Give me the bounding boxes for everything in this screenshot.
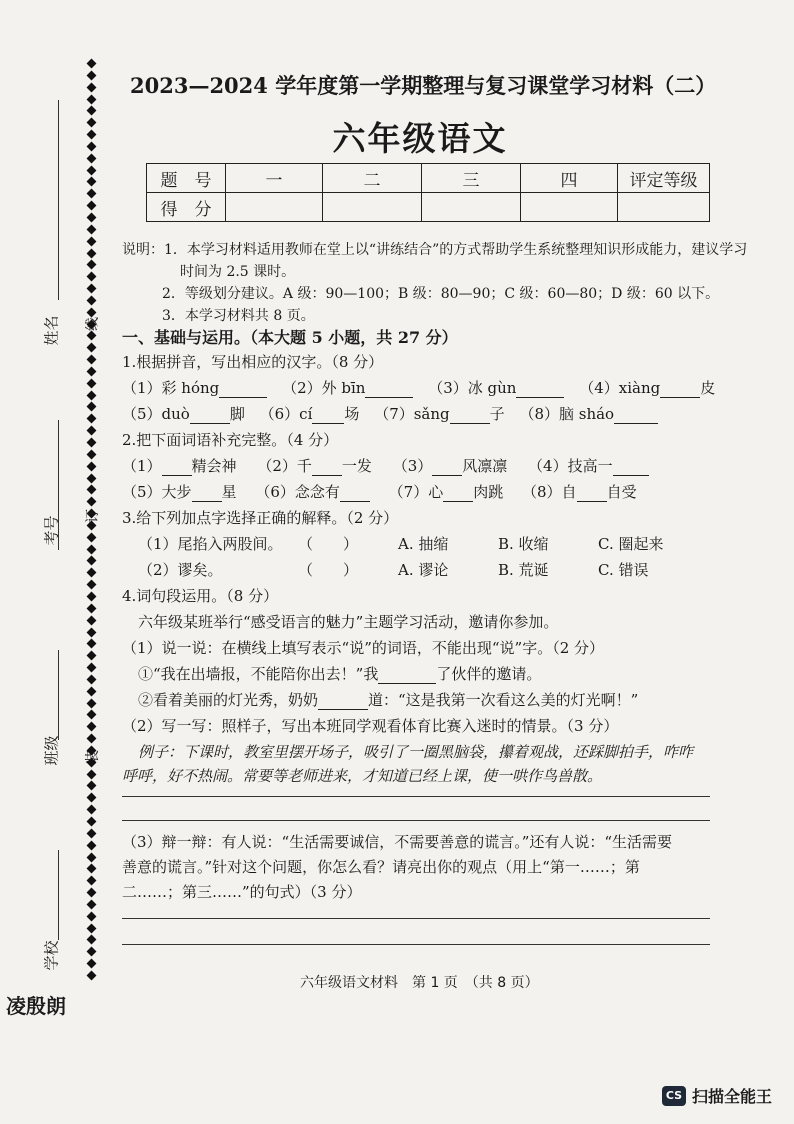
answer-blank[interactable] [365, 381, 413, 398]
instruction-line-2: 时间为 2.5 课时。 [180, 264, 296, 280]
q1-item-2: （2）外 bīn [282, 379, 366, 397]
q4-intro: 六年级某班举行“感受语言的魅力”主题学习活动，邀请你参加。 [138, 613, 559, 631]
score-header-cell: 二 [323, 164, 422, 193]
q2-item-3-suffix: 风凛凛 [462, 457, 508, 475]
answer-blank[interactable] [219, 381, 267, 398]
class-fill-line[interactable] [58, 650, 59, 740]
q4-part-1a-text: ①“我在出墙报，不能陪你出去！”我 [138, 665, 379, 683]
q3-option-b: B. 收缩 [498, 535, 549, 553]
q2-item-1-suffix: 精会神 [191, 457, 237, 475]
score-table-header-row [147, 164, 710, 193]
answer-line[interactable] [122, 918, 710, 919]
answer-blank[interactable] [432, 459, 462, 476]
q1-item-1: （1）彩 hóng [122, 379, 220, 397]
answer-line[interactable] [122, 944, 710, 945]
q3-answer-bracket[interactable]: （ ） [298, 561, 359, 579]
score-header-cell: 三 [422, 164, 521, 193]
answer-blank[interactable] [340, 485, 370, 502]
q3-option-b: B. 荒诞 [498, 561, 549, 579]
answer-line[interactable] [122, 796, 710, 797]
page-title: 2023—2024 学年度第一学期整理与复习课堂学习材料（二） [130, 73, 717, 98]
q2-item-5-suffix: 星 [221, 483, 237, 501]
q1-item-6: （6）cí [259, 405, 313, 423]
q2-item-6: （6）念念有 [255, 483, 340, 501]
margin-exam-no-label: 考号 [42, 515, 61, 546]
q1-item-5: （5）duò [122, 405, 190, 423]
score-row-label: 得 分 [147, 193, 226, 222]
score-cell[interactable] [226, 193, 323, 222]
score-cell[interactable] [618, 193, 710, 222]
answer-blank[interactable] [162, 459, 192, 476]
q2-item-5: （5）大步 [122, 483, 192, 501]
q2-item-7: （7）心 [388, 483, 444, 501]
q1-row-1 [122, 378, 715, 398]
score-cell[interactable] [323, 193, 422, 222]
q3-row-2 [138, 560, 648, 580]
q4-part-3-line-1: （3）辩一辩：有人说：“生活需要诚信，不需要善意的谎言。”还有人说：“生活需要 [122, 833, 673, 851]
q3-item-1: （1）尾掐入两股间。 [138, 535, 283, 553]
answer-blank[interactable] [378, 667, 436, 684]
q4-example-line-1: 例子：下课时，教室里摆开场子，吸引了一圈黑脑袋，攥着观战，还踩脚拍手，咋咋 [138, 743, 694, 761]
answer-blank[interactable] [312, 407, 344, 424]
q2-title: 2.把下面词语补充完整。（4 分） [122, 431, 339, 449]
answer-blank[interactable] [312, 459, 342, 476]
q4-part-1b [138, 690, 638, 710]
q4-part-1a-end: 了伙伴的邀请。 [436, 665, 542, 683]
answer-blank[interactable] [443, 485, 473, 502]
page-subtitle: 六年级语文 [332, 119, 508, 158]
answer-blank[interactable] [660, 381, 700, 398]
q1-title: 1.根据拼音，写出相应的汉字。（8 分） [122, 353, 384, 371]
q3-title: 3.给下列加点字选择正确的解释。（2 分） [122, 509, 399, 527]
bind-zhuang-char: 装 [85, 750, 101, 764]
q4-part-1b-end: 道：“这是我第一次看这么美的灯光啊！” [368, 691, 639, 709]
name-fill-line[interactable] [58, 100, 59, 300]
instruction-line-3: 2．等级划分建议。A 级：90—100；B 级：80—90；C 级：60—80；D 级：60 以下。 [162, 286, 720, 302]
q2-row-1 [122, 456, 649, 476]
margin-class-label: 班级 [42, 735, 61, 766]
answer-blank[interactable] [577, 485, 607, 502]
q1-item-7: （7）sǎng [374, 405, 450, 423]
bind-line-char: 线 [85, 317, 101, 331]
score-header-cell: 四 [521, 164, 618, 193]
q1-item-5-suffix: 脚 [229, 405, 245, 423]
q4-part-3-line-2: 善意的谎言。”针对这个问题，你怎么看？请亮出你的观点（用上“第一……；第 [122, 858, 640, 876]
q1-item-8: （8）脑 sháo [519, 405, 615, 423]
instruction-line-4: 3．本学习材料共 8 页。 [162, 308, 315, 324]
answer-blank[interactable] [450, 407, 490, 424]
q1-item-6-suffix: 场 [344, 405, 360, 423]
q3-item-2: （2）谬矣。 [138, 561, 223, 579]
q2-item-1: （1） [122, 457, 162, 475]
q3-option-c: C. 错误 [598, 561, 649, 579]
margin-school-label: 学校 [42, 940, 61, 971]
q3-row-1 [138, 534, 663, 554]
q3-option-c: C. 圈起来 [598, 535, 664, 553]
q4-part-1a [138, 664, 541, 684]
q4-part-1: （1）说一说：在横线上填写表示“说”的词语，不能出现“说”字。（2 分） [122, 639, 605, 657]
q1-item-3: （3）冰 gùn [428, 379, 517, 397]
school-fill-line[interactable] [58, 850, 59, 940]
margin-name-label: 姓名 [42, 315, 61, 346]
q2-item-8: （8）自 [522, 483, 577, 501]
answer-line[interactable] [122, 820, 710, 821]
q2-row-2 [122, 482, 637, 502]
instruction-line-1: 说明：1．本学习材料适用教师在堂上以“讲练结合”的方式帮助学生系统整理知识形成能力，建议学习 [122, 242, 748, 258]
q2-item-4: （4）技高一 [528, 457, 613, 475]
answer-blank[interactable] [190, 407, 230, 424]
q3-option-a: A. 抽缩 [398, 535, 449, 553]
q2-item-8-suffix: 自受 [606, 483, 637, 501]
section-1-heading: 一、基础与运用。（本大题 5 小题，共 27 分） [122, 328, 458, 347]
q3-option-a: A. 谬论 [398, 561, 449, 579]
q2-item-3: （3） [392, 457, 433, 475]
score-header-cell: 题 号 [147, 164, 226, 193]
answer-blank[interactable] [516, 381, 564, 398]
q2-item-7-suffix: 肉跳 [473, 483, 504, 501]
score-header-cell: 一 [226, 164, 323, 193]
score-table-score-row [147, 193, 710, 222]
handwritten-note: 凌殷朗 [6, 994, 66, 1018]
q4-part-1b-text: ②看着美丽的灯光秀，奶奶 [138, 691, 319, 709]
score-cell[interactable] [521, 193, 618, 222]
camscanner-logo-icon: CS [662, 1086, 686, 1106]
q4-part-3-line-3: 二……；第三……”的句式）（3 分） [122, 883, 362, 901]
q1-item-4-suffix: 皮 [700, 379, 716, 397]
q1-item-7-suffix: 子 [489, 405, 505, 423]
answer-blank[interactable] [192, 485, 222, 502]
answer-blank[interactable] [613, 459, 649, 476]
watermark-text: 扫描全能王 [691, 1087, 772, 1106]
bind-ding-char: 订 [85, 509, 101, 523]
q4-part-2: （2）写一写：照样子，写出本班同学观看体育比赛入迷时的情景。（3 分） [122, 717, 619, 735]
scanner-watermark [662, 1084, 772, 1107]
q4-example-line-2: 呼呼，好不热闹。常要等老师进来，才知道已经上课，使一哄作鸟兽散。 [122, 767, 603, 785]
q2-item-2: （2）千 [257, 457, 312, 475]
score-header-cell: 评定等级 [618, 164, 710, 193]
answer-blank[interactable] [614, 407, 658, 424]
q1-item-4: （4）xiàng [579, 379, 661, 397]
answer-blank[interactable] [318, 693, 368, 710]
score-table [146, 163, 710, 222]
q2-item-2-suffix: 一发 [341, 457, 372, 475]
q4-title: 4.词句段运用。（8 分） [122, 587, 279, 605]
q3-answer-bracket[interactable]: （ ） [298, 535, 359, 553]
q1-row-2 [122, 404, 658, 424]
page-footer: 六年级语文材料 第 1 页 （共 8 页） [300, 975, 539, 991]
score-cell[interactable] [422, 193, 521, 222]
